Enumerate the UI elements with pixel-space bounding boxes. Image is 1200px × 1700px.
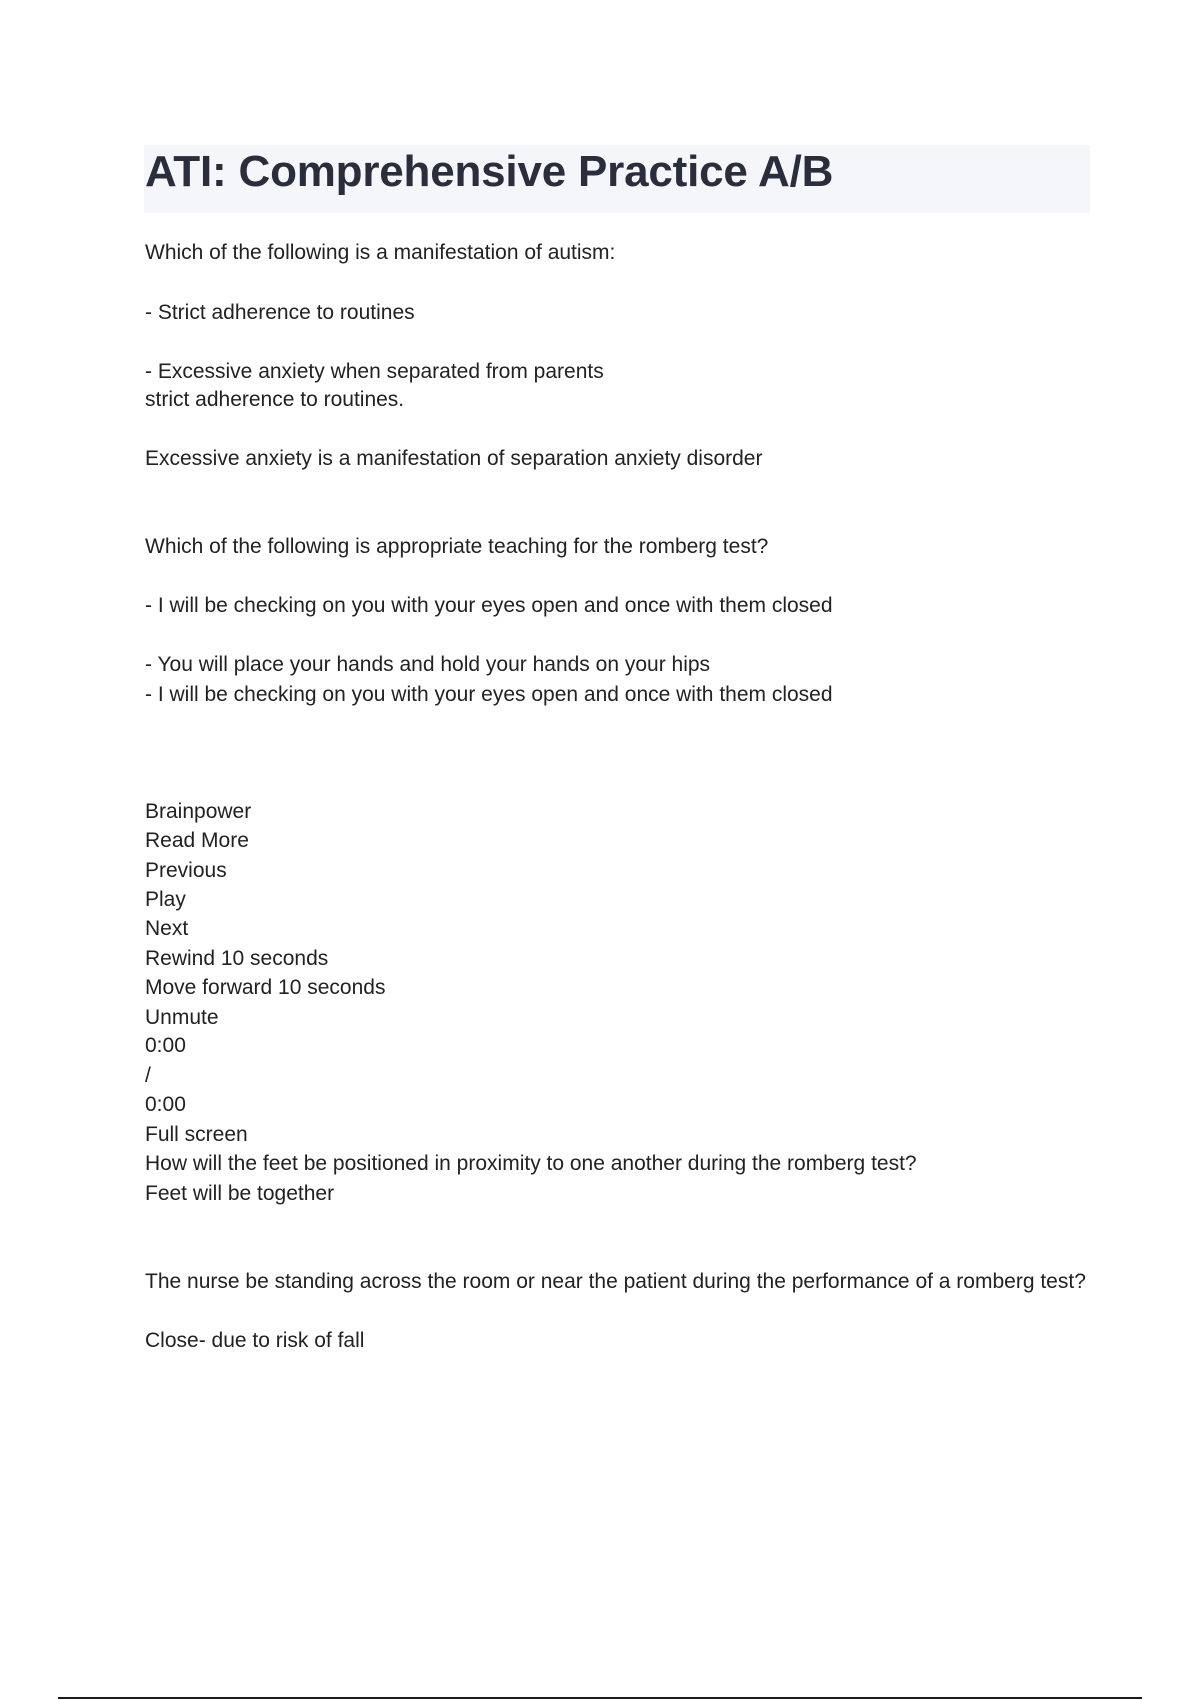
q2-option-b: - You will place your hands and hold your hands on your hips xyxy=(145,653,711,676)
q4-answer: Close- due to risk of fall xyxy=(145,1329,365,1352)
play-button[interactable]: Play xyxy=(145,888,186,911)
q1-option-a: - Strict adherence to routines xyxy=(145,301,415,324)
q3-answer: Feet will be together xyxy=(145,1182,335,1205)
current-time: 0:00 xyxy=(145,1034,186,1057)
next-button[interactable]: Next xyxy=(145,917,189,940)
forward-button[interactable]: Move forward 10 seconds xyxy=(145,976,386,999)
rewind-button[interactable]: Rewind 10 seconds xyxy=(145,947,329,970)
time-separator: / xyxy=(145,1064,151,1087)
q1-question: Which of the following is a manifestation of autism: xyxy=(145,241,616,264)
q2-option-a: - I will be checking on you with your eyes open and once with them closed xyxy=(145,594,833,617)
q2-answer: - I will be checking on you with your eyes open and once with them closed xyxy=(145,683,833,706)
q4-question: The nurse be standing across the room or near the patient during the performance of a romberg test? xyxy=(145,1270,1086,1293)
q2-question: Which of the following is appropriate teaching for the romberg test? xyxy=(145,535,769,558)
unmute-button[interactable]: Unmute xyxy=(145,1006,219,1029)
fullscreen-button[interactable]: Full screen xyxy=(145,1123,248,1146)
duration: 0:00 xyxy=(145,1093,186,1116)
read-more-link[interactable]: Read More xyxy=(145,829,249,852)
page-title: ATI: Comprehensive Practice A/B xyxy=(145,147,834,196)
q1-answer: strict adherence to routines. xyxy=(145,388,405,411)
q1-option-b: - Excessive anxiety when separated from parents xyxy=(145,360,604,383)
player-brand: Brainpower xyxy=(145,800,252,823)
q1-rationale: Excessive anxiety is a manifestation of separation anxiety disorder xyxy=(145,447,763,470)
bottom-divider xyxy=(58,1697,1142,1699)
previous-button[interactable]: Previous xyxy=(145,859,227,882)
q3-question: How will the feet be positioned in proximity to one another during the romberg test? xyxy=(145,1152,917,1175)
